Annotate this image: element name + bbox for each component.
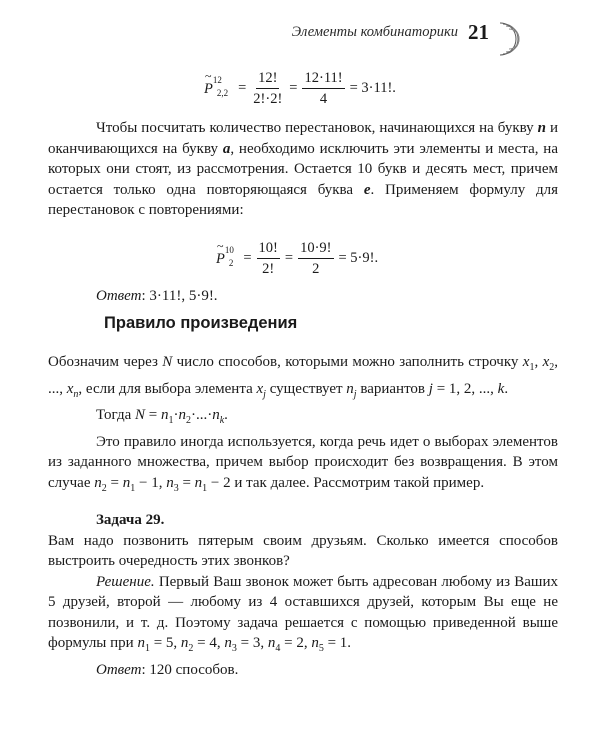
equals-sign: = — [243, 250, 252, 266]
fraction: $\frac{10!}{2!}$ — [258, 240, 278, 277]
paragraph-definition: Обозначим через N число способов, которыми можно заполнить строчку $x_1$, $x_2$, ..., $x_n$, если для выбора элемента $x_j$ существует $n_j$ вариантов j = 1, 2, ..., k. — [48, 354, 559, 400]
paragraph-without-return: Это правило иногда используется, когда речь идет о выборах элементов из заданного множества, причем выбор происходит без возвращения. В этом случае $n_2 = n_1 - 1$, $n_3 = n_1 - 2$ и так далее. Рассмотрим такой пример. — [48, 433, 558, 494]
formula-result: = 3·11!. — [349, 80, 396, 96]
task-title: Задача 29. — [96, 512, 165, 528]
page-number: 21 — [468, 20, 489, 44]
formula-p-symbol: ~ $P^{12}_{2,2}$ — [204, 68, 229, 99]
equals-sign: = — [289, 80, 298, 96]
paragraph-product: Тогда $N = n_1\cdot n_2\cdot...\cdot n_k$. — [96, 407, 228, 426]
product-rule-text — [48, 352, 558, 499]
formula-p-symbol: ~ $P^{10}_2$ — [216, 238, 234, 269]
task-answer: Ответ: 120 способов. — [96, 661, 239, 678]
fraction: $\frac{12!}{2!\cdot 2!}$ — [253, 70, 283, 107]
task-statement: Вам надо позвонить пятерым своим друзьям. Сколько имеется способов выстроить очередность этих звонков? — [48, 532, 558, 569]
formula-permutations-10 — [216, 240, 378, 277]
answer-1: Ответ: 3·11!, 5·9!. — [96, 288, 218, 304]
formula-permutations-12 — [204, 70, 396, 107]
header-title: Элементы комбинаторики — [291, 24, 458, 40]
task-29 — [48, 510, 558, 680]
running-header — [0, 18, 600, 58]
section-title: Правило произведения — [104, 314, 298, 332]
equals-sign: = — [284, 250, 294, 266]
task-solution: Решение. Первый Ваш звонок может быть адресован любому из Ваших 5 друзей, второй — любому из 4 оставшихся друзей, которым Вы еще не позвонили, и т. д. Поэтому задача решается с помощью приведенной выше формулы при $n_1 = 5$, $n_2 = 4$, $n_3 = 3$, $n_4 = 2$, $n_5 = 1$. — [48, 573, 558, 654]
equals-sign: = — [238, 80, 247, 96]
paragraph-exclude-letters: Чтобы посчитать количество перестановок, начинающихся на букву п и оканчивающихся на букву а, необходимо исключить эти элементы и места, на которых они стоят, из рассмотрения. Остается 10 букв и десять мест, причем остается только одна повторяющаяся буква е. Применяем формулу для перестановок с повторениями: — [48, 120, 559, 218]
formula-result: = 5·9!. — [338, 250, 379, 266]
decorative-swoosh-icon — [486, 20, 520, 58]
fraction: $\frac{12\cdot 11!}{4}$ — [304, 70, 343, 107]
fraction: $\frac{10\cdot 9!}{2}$ — [300, 240, 332, 277]
